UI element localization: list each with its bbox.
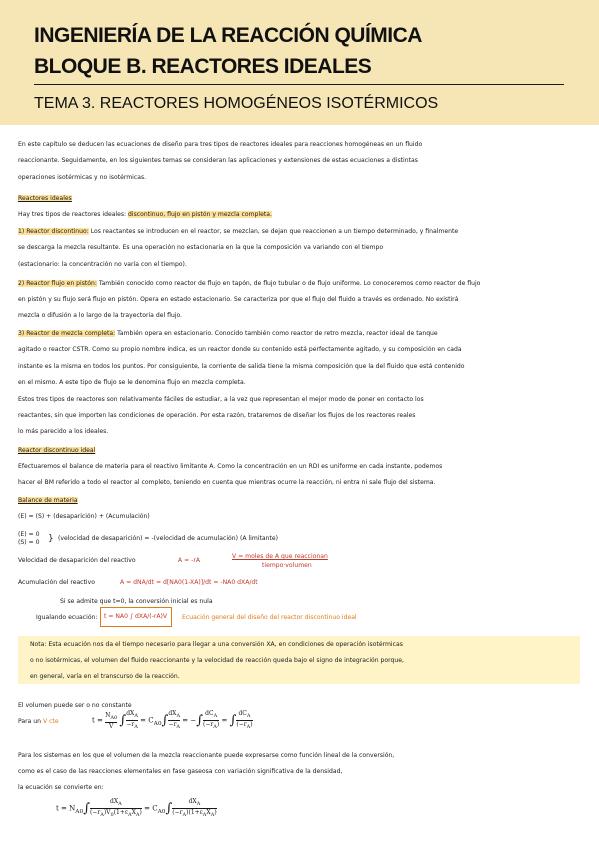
course-title: INGENIERÍA DE LA REACCIÓN QUÍMICA xyxy=(34,24,422,47)
batch-reactor-line: 1) Reactor discontinuo: Los reactantes se introducen en el reactor, se mezclan, se dejan que reaccionen a un tiempo determinado, y finalmente xyxy=(18,228,459,235)
equating-label: Igualando ecuación: xyxy=(36,614,98,621)
section-heading-ideal-reactors: Reactores ideales xyxy=(18,195,72,202)
pfr-line: 2) Reactor flujo en pistón: También conocido como reactor de flujo en tapón, de flujo tubular o de flujo uniforme. Lo conoceremos como reactor de flujo xyxy=(18,280,481,287)
summary-line: lo más parecido a los ideales. xyxy=(18,428,109,435)
section-heading-mass-balance: Balance de materia xyxy=(18,497,78,504)
header-banner xyxy=(0,0,599,125)
cstr-line: 3) Reactor de mezcla completa: También opera en estacionario. Conocido también como reactor de retro mezcla, reactor ideal de tanque xyxy=(18,330,438,337)
mass-balance-eq: (E) = (S) + (desaparición) + (Acumulación) xyxy=(18,513,150,520)
design-equation: t = NA0 ∫ dXA/(-rA)V xyxy=(104,613,168,620)
brace-glyph: } xyxy=(48,534,54,544)
note-line: o no isotérmicas, el volumen del fluido reaccionante y la velocidad de reacción queda bajo el signo de integración porque, xyxy=(30,657,404,664)
rate-definition-den: tiempo·volumen xyxy=(262,562,312,569)
variable-volume-equation: $t = N_{A0}\int$ $\frac{dX_A}{(-r_A)V_0(1+\varepsilon_AX_A)}$ = $C_{A0}\int$ $\frac{dX_A}{(-r_A)(1+\varepsilon_AX_A)}$ xyxy=(56,798,217,819)
cstr-line: en el mismo. A este tipo de flujo se le denomina flujo en mezcla completa. xyxy=(18,379,246,386)
pfr-line: en pistón y su flujo será flujo en pistón. Opera en estado estacionario. Se caracteriza por que el flujo del fluido a través es ordenado. No existirá xyxy=(18,296,459,303)
initial-condition: Si se admite que t=0, la conversión inicial es nula xyxy=(60,598,213,605)
batch-intro-line: Efectuaremos el balance de materia para el reactivo limitante A. Como la concentración en un RDI es uniforme en cada instante, podemos xyxy=(18,463,443,470)
intro-line: operaciones isotérmicas y no isotérmicas. xyxy=(18,174,147,181)
balance-condition: (E) = 0 xyxy=(18,531,40,538)
summary-line: reactantes, sin que importen las condiciones de operación. Por esta razón, trataremos de diseñar los flujos de los reactores reales xyxy=(18,412,416,419)
balance-relation: (velocidad de desaparición) = -(velocidad de acumulación) (A limitante) xyxy=(58,535,278,542)
rate-definition-num: V = moles de A que reaccionan xyxy=(232,553,328,560)
header-divider xyxy=(34,84,564,85)
batch-reactor-line: se descarga la mezcla resultante. Es una operación no estacionaria en la que la composición va variando con el tiempo xyxy=(18,244,384,251)
variable-volume-line: la ecuación se convierte en: xyxy=(18,784,104,791)
block-title: BLOQUE B. REACTORES IDEALES xyxy=(34,55,372,78)
cstr-line: agitado o reactor CSTR. Como su propio nombre indica, es un reactor donde su contenido está perfectamente agitado, y su composición en cada xyxy=(18,346,462,353)
intro-line: En este capítulo se deducen las ecuaciones de diseño para tres tipos de reactores ideales para reacciones homogéneas en un fluido xyxy=(18,141,423,148)
intro-line: reaccionante. Seguidamente, en los siguientes temas se consideran las aplicaciones y extensiones de estas ecuaciones a distintas xyxy=(18,157,418,164)
rate-equation: A = -rA xyxy=(178,557,201,564)
batch-reactor-line: (estacionario: la concentración no varía con el tiempo). xyxy=(18,261,187,268)
design-equation-caption: Ecuación general del diseño del reactor discontinuo ideal xyxy=(182,614,357,621)
rate-label: Velocidad de desaparición del reactivo xyxy=(18,557,136,564)
types-line: Hay tres tipos de reactores ideales: discontinuo, flujo en pistón y mezcla completa. xyxy=(18,211,272,218)
balance-condition: (S) = 0 xyxy=(18,539,40,546)
topic-title: TEMA 3. REACTORES HOMOGÉNEOS ISOTÉRMICOS xyxy=(34,95,439,112)
summary-line: Estos tres tipos de reactores son relativamente fáciles de estudiar, a la vez que representan el mejor modo de poner en contacto los xyxy=(18,396,424,403)
note-line: en general, varía en el transcurso de la reacción. xyxy=(30,673,180,680)
pfr-line: mezcla o difusión a lo largo de la trayectoria del flujo. xyxy=(18,312,183,319)
constant-volume-equation: t = $\frac{N_{A0}}{V}$ ∫ $\frac{dX_A}{-r_A}$ = $C_{A0}\int$ $\frac{dX_A}{-r_A}$ = −∫ $\frac{dC_A}{(-r_A)}$ = ∫ $\frac{dC_A}{(-r_A)}$ xyxy=(92,710,253,731)
variable-volume-line: como es el caso de las reacciones elementales en fase gaseosa con variación significativa de la densidad, xyxy=(18,768,343,775)
note-line: Nota: Esta ecuación nos da el tiempo necesario para llegar a una conversión XA, en condiciones de operación isotérmicas xyxy=(30,641,403,648)
volume-line: Para un V cte xyxy=(18,718,59,725)
section-heading-batch: Reactor discontinuo ideal xyxy=(18,447,96,454)
variable-volume-line: Para los sistemas en los que el volumen de la mezcla reaccionante puede expresarse como función lineal de la conversión, xyxy=(18,752,395,759)
accumulation-equation: A = dNA/dt = d[NA0(1-XA)]/dt = -NA0 dXA/dt xyxy=(120,579,258,586)
cstr-line: instante es la misma en todos los puntos. Por consiguiente, la corriente de salida tiene la misma composición que la del fluido que está contenido xyxy=(18,363,465,370)
batch-intro-line: hacer el BM referido a todo el reactor al completo, teniendo en cuenta que mientras ocurre la reacción, ni entra ni sale flujo del sistema. xyxy=(18,479,436,486)
volume-line: El volumen puede ser o no constante xyxy=(18,702,132,709)
accumulation-label: Acumulación del reactivo xyxy=(18,579,95,586)
